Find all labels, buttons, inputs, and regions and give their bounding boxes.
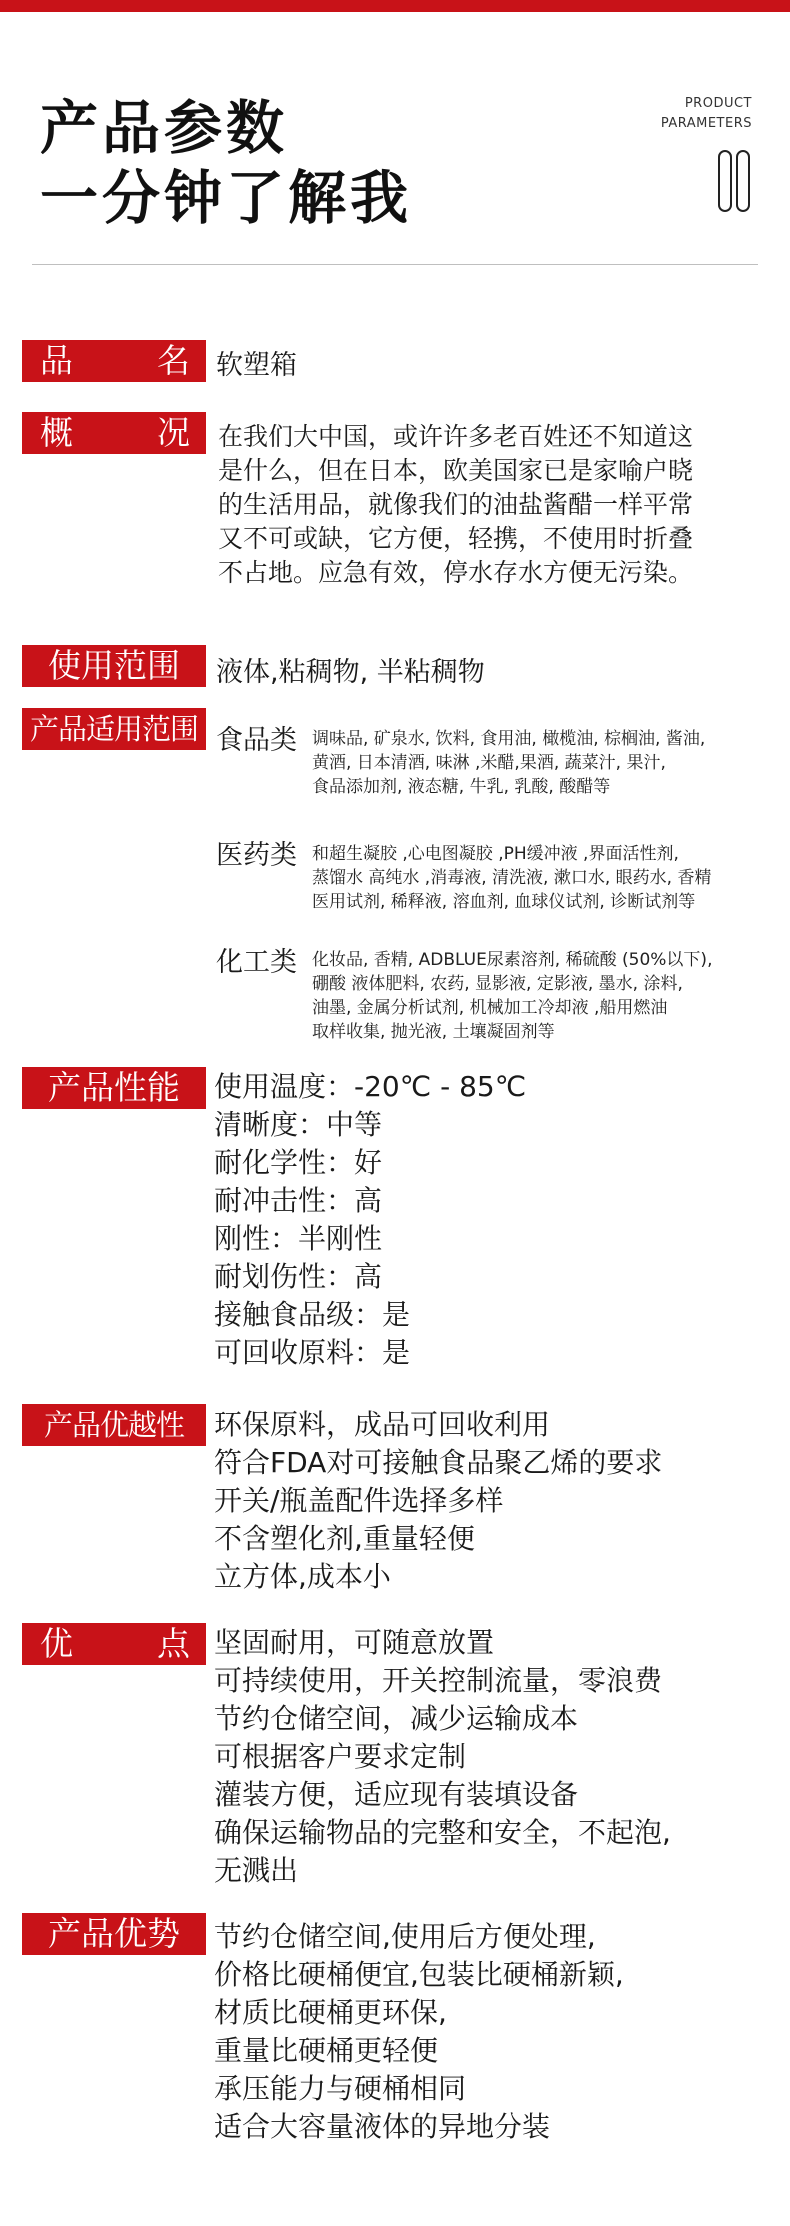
category-item-line: 食品添加剂, 液态糖, 牛乳, 乳酸, 酸醋等 [312,777,611,797]
overview-line: 又不可或缺，它方便，轻携，不使用时折叠 [218,524,694,553]
label-char: 品 [40,341,73,380]
page-title-line-1: 产品参数 [40,94,289,162]
medical-category-label: 医药类 [216,840,297,871]
label-advantages: 产品优势 [22,1913,206,1955]
label-char: 点 [157,1624,190,1663]
label-merits [22,1623,206,1665]
label-performance: 产品性能 [22,1067,206,1109]
superiority-item: 立方体,成本小 [214,1560,391,1593]
top-accent-bar [0,0,790,12]
advantage-item: 承压能力与硬桶相同 [214,2072,467,2105]
category-item-line: 硼酸 液体肥料, 农药, 显影液, 定影液, 墨水, 涂料, [312,974,683,994]
performance-item: 清晰度：中等 [214,1108,383,1141]
overview-line: 不占地。应急有效，停水存水方便无污染。 [218,558,694,587]
page-title-line-2: 一分钟了解我 [40,164,413,232]
product-name-value: 软塑箱 [216,350,297,381]
food-category-items [312,727,705,799]
merit-item: 无溅出 [214,1854,299,1887]
medical-category-items [312,842,711,914]
merit-item: 确保运输物品的完整和安全，不起泡, [214,1816,671,1849]
advantage-item: 价格比硬桶便宜,包装比硬桶新颖, [214,1958,624,1991]
label-usage-scope: 使用范围 [22,645,206,687]
label-char: 况 [157,413,190,452]
pill-icon-right [736,150,750,212]
overview-paragraph [218,420,758,590]
performance-item: 刚性：半刚性 [214,1222,383,1255]
performance-item: 耐划伤性：高 [214,1260,383,1293]
label-char: 概 [40,413,73,452]
advantages-list [214,1918,624,2146]
usage-scope-value: 液体,粘稠物, 半粘稠物 [216,657,485,688]
merit-item: 可根据客户要求定制 [214,1740,467,1773]
performance-item: 接触食品级：是 [214,1298,411,1331]
category-item-line: 蒸馏水 高纯水 ,消毒液, 清洗液, 漱口水, 眼药水, 香精 [312,868,712,888]
english-subtitle-line-2: PARAMETERS [660,116,752,131]
category-item-line: 医用试剂, 稀释液, 溶血剂, 血球仪试剂, 诊断试剂等 [312,892,696,912]
advantage-item: 重量比硬桶更轻便 [214,2034,439,2067]
food-category-label: 食品类 [216,725,297,756]
performance-item: 可回收原料：是 [214,1336,411,1369]
overview-line: 的生活用品，就像我们的油盐酱醋一样平常 [218,490,694,519]
category-item-line: 化妆品, 香精, ADBLUE尿素溶剂, 稀硫酸 (50%以下), [312,950,713,970]
performance-item: 耐化学性：好 [214,1146,383,1179]
category-item-line: 和超生凝胶 ,心电图凝胶 ,PH缓冲液 ,界面活性剂, [312,844,679,864]
label-char: 优 [40,1624,73,1663]
label-product-name [22,340,206,382]
category-item-line: 油墨, 金属分析试剂, 机械加工冷却液 ,船用燃油 [312,998,668,1018]
superiority-item: 开关/瓶盖配件选择多样 [214,1484,504,1517]
chemical-category-items [312,948,712,1044]
label-char: 名 [157,341,190,380]
advantage-item: 节约仓储空间,使用后方便处理, [214,1920,596,1953]
label-applicable-scope: 产品适用范围 [22,708,206,750]
superiority-item: 不含塑化剂,重量轻便 [214,1522,475,1555]
superiority-item: 符合FDA对可接触食品聚乙烯的要求 [214,1446,663,1479]
category-item-line: 取样收集, 抛光液, 土壤凝固剂等 [312,1022,555,1042]
english-subtitle-line-1: PRODUCT [684,96,752,111]
superiority-list [214,1406,662,1596]
label-overview [22,412,206,454]
advantage-item: 材质比硬桶更环保, [214,1996,447,2029]
performance-item: 使用温度：-20℃ - 85℃ [214,1070,527,1103]
overview-line: 在我们大中国，或许许多老百姓还不知道这 [218,422,694,451]
category-item-line: 黄酒, 日本清酒, 味淋 ,米醋,果酒, 蔬菜汁, 果汁, [312,753,666,773]
performance-item: 耐冲击性：高 [214,1184,383,1217]
merit-item: 灌装方便，适应现有装填设备 [214,1778,579,1811]
header-divider [32,264,758,265]
chemical-category-label: 化工类 [216,947,297,978]
merit-item: 节约仓储空间，减少运输成本 [214,1702,579,1735]
performance-list [214,1068,526,1372]
pill-icon-left [718,150,732,212]
superiority-item: 环保原料，成品可回收利用 [214,1408,551,1441]
category-item-line: 调味品, 矿泉水, 饮料, 食用油, 橄榄油, 棕榈油, 酱油, [312,729,706,749]
advantage-item: 适合大容量液体的异地分装 [214,2110,551,2143]
overview-line: 是什么，但在日本，欧美国家已是家喻户晓 [218,456,694,485]
merit-item: 可持续使用，开关控制流量，零浪费 [214,1664,663,1697]
merit-item: 坚固耐用，可随意放置 [214,1626,495,1659]
merits-list [214,1624,671,1890]
label-superiority: 产品优越性 [22,1404,206,1446]
